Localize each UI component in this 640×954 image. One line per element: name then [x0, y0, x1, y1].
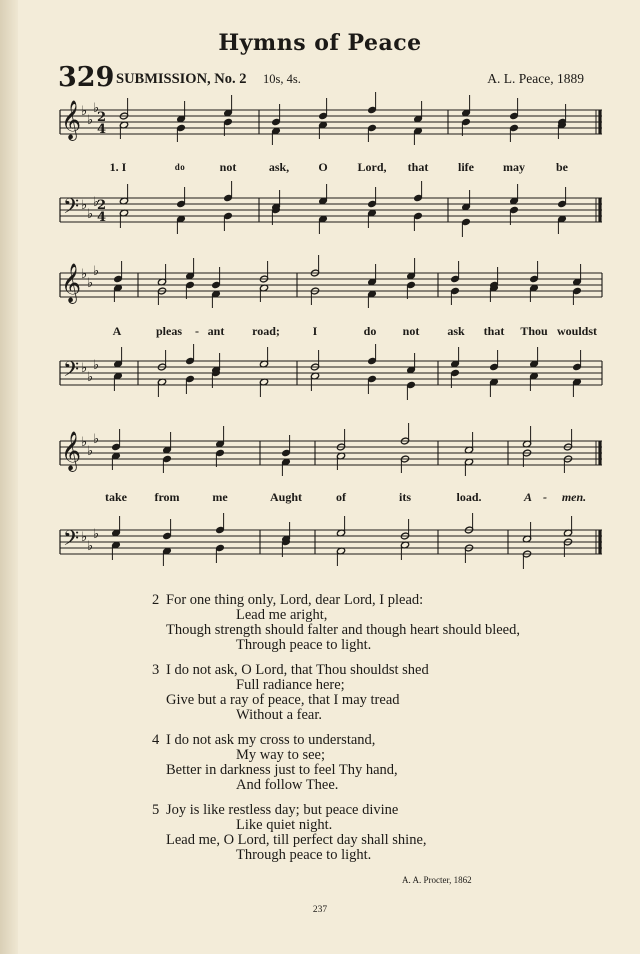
lyric-syllable: ask	[447, 324, 465, 338]
flat-sign-icon: ♭	[93, 358, 100, 373]
flat-sign-icon: ♭	[81, 104, 88, 119]
stanza-line-text: Joy is like restless day; but peace divine	[166, 802, 399, 818]
stanza-number: 2	[152, 592, 160, 608]
stanza-line: My way to see;	[236, 747, 325, 763]
lyrics-system-3	[0, 490, 640, 506]
lyric-syllable: A	[112, 324, 122, 338]
lyric-syllable: O	[318, 160, 328, 174]
lyric-syllable: not	[402, 324, 420, 338]
stanza-line	[152, 803, 592, 818]
stanza-line-text: I do not ask my cross to understand,	[166, 732, 376, 748]
lyric-syllable: load.	[456, 490, 482, 504]
flat-sign-icon: ♭	[87, 370, 94, 385]
lyric-syllable: wouldst	[556, 324, 598, 338]
lyric-syllable: that	[483, 324, 505, 338]
stanza-line	[152, 593, 592, 608]
stanza-line: Better in darkness just to feel Thy hand,	[166, 762, 398, 778]
stanza-line: Full radiance here;	[236, 677, 345, 693]
running-title: Hymns of Peace	[218, 30, 422, 56]
stanza-line-text: For one thing only, Lord, dear Lord, I plead:	[166, 592, 424, 608]
stanza-line: Lead me aright,	[236, 607, 328, 623]
stanza-line: Lead me, O Lord, till perfect day shall shine,	[166, 832, 427, 848]
flat-sign-icon: ♭	[87, 276, 94, 291]
treble-clef-icon: 𝄞	[61, 263, 82, 303]
lyric-syllable: may	[503, 160, 525, 174]
lyric-syllable: from	[154, 490, 180, 504]
lyric-syllable: A	[523, 490, 533, 504]
stanza-line: Like quiet night.	[236, 817, 333, 833]
flat-sign-icon: ♭	[81, 267, 88, 282]
flat-sign-icon: ♭	[81, 435, 88, 450]
stanza-line-text: I do not ask, O Lord, that Thou shouldst shed	[166, 662, 429, 678]
lyric-syllable: life	[458, 160, 474, 174]
flat-sign-icon: ♭	[87, 444, 94, 459]
flat-sign-icon: ♭	[87, 113, 94, 128]
lyric-syllable: 1. I	[109, 160, 127, 174]
lyric-syllable: men.	[561, 490, 587, 504]
lyric-syllable: ant	[207, 324, 225, 338]
text-author: A. A. Procter, 1862	[402, 875, 472, 885]
stanza-4	[152, 733, 592, 793]
page-number: 237	[312, 905, 328, 915]
lyric-syllable: ask,	[268, 160, 290, 174]
lyric-syllable: take	[105, 490, 127, 504]
flat-sign-icon: ♭	[93, 432, 100, 447]
lyric-syllable: Thou	[520, 324, 548, 338]
flat-sign-icon: ♭	[81, 198, 88, 213]
lyric-syllable: -	[543, 490, 547, 504]
stanza-2	[152, 593, 592, 653]
stanza-line: And follow Thee.	[236, 777, 339, 793]
bass-clef-icon: 𝄢	[63, 526, 80, 555]
stanza-line: Though strength should falter and though heart should bleed,	[166, 622, 520, 638]
bass-clef-icon: 𝄢	[63, 357, 80, 386]
lyric-syllable: pleas	[155, 324, 183, 338]
lyric-syllable: I	[312, 324, 318, 338]
meter: 10s, 4s.	[263, 72, 301, 86]
flat-sign-icon: ♭	[93, 264, 100, 279]
lyrics-system-1	[0, 160, 640, 176]
stanza-number: 5	[152, 802, 160, 818]
lyric-syllable: its	[399, 490, 411, 504]
time-signature-digit: 2	[97, 110, 107, 125]
stanza-number: 4	[152, 732, 160, 748]
bass-clef-icon: 𝄢	[63, 194, 80, 223]
lyric-syllable: not	[219, 160, 237, 174]
stanza-line	[152, 663, 592, 678]
time-signature-digit: 4	[97, 210, 107, 225]
additional-stanzas	[152, 593, 592, 873]
stanza-line: Give but a ray of peace, that I may tread	[166, 692, 400, 708]
tune-name: SUBMISSION, No. 2	[116, 71, 247, 87]
stanza-5	[152, 803, 592, 863]
lyric-syllable: of	[336, 490, 346, 504]
lyric-syllable: do	[174, 162, 186, 172]
lyric-syllable: that	[407, 160, 429, 174]
flat-sign-icon: ♭	[87, 539, 94, 554]
hymn-number: 329	[58, 62, 115, 93]
lyric-syllable: me	[212, 490, 228, 504]
stanza-line: Without a fear.	[236, 707, 322, 723]
treble-clef-icon: 𝄞	[61, 100, 82, 140]
flat-sign-icon: ♭	[87, 207, 94, 222]
stanza-line: Through peace to light.	[236, 637, 372, 653]
stanza-line	[152, 733, 592, 748]
flat-sign-icon: ♭	[81, 361, 88, 376]
lyric-syllable: Lord,	[357, 160, 387, 174]
stanza-3	[152, 663, 592, 723]
flat-sign-icon: ♭	[93, 101, 100, 116]
lyric-syllable: do	[363, 324, 377, 338]
flat-sign-icon: ♭	[93, 195, 100, 210]
lyrics-system-2	[0, 324, 640, 340]
treble-clef-icon: 𝄞	[61, 431, 82, 471]
lyric-syllable: be	[556, 160, 568, 174]
stanza-number: 3	[152, 662, 160, 678]
stanza-line: Through peace to light.	[236, 847, 372, 863]
time-signature-digit: 2	[97, 198, 107, 213]
lyric-syllable: -	[195, 324, 199, 338]
time-signature-digit: 4	[97, 122, 107, 137]
flat-sign-icon: ♭	[93, 527, 100, 542]
flat-sign-icon: ♭	[81, 530, 88, 545]
lyric-syllable: Aught	[269, 490, 303, 504]
composer: A. L. Peace, 1889	[487, 71, 584, 86]
lyric-syllable: road;	[252, 324, 280, 338]
